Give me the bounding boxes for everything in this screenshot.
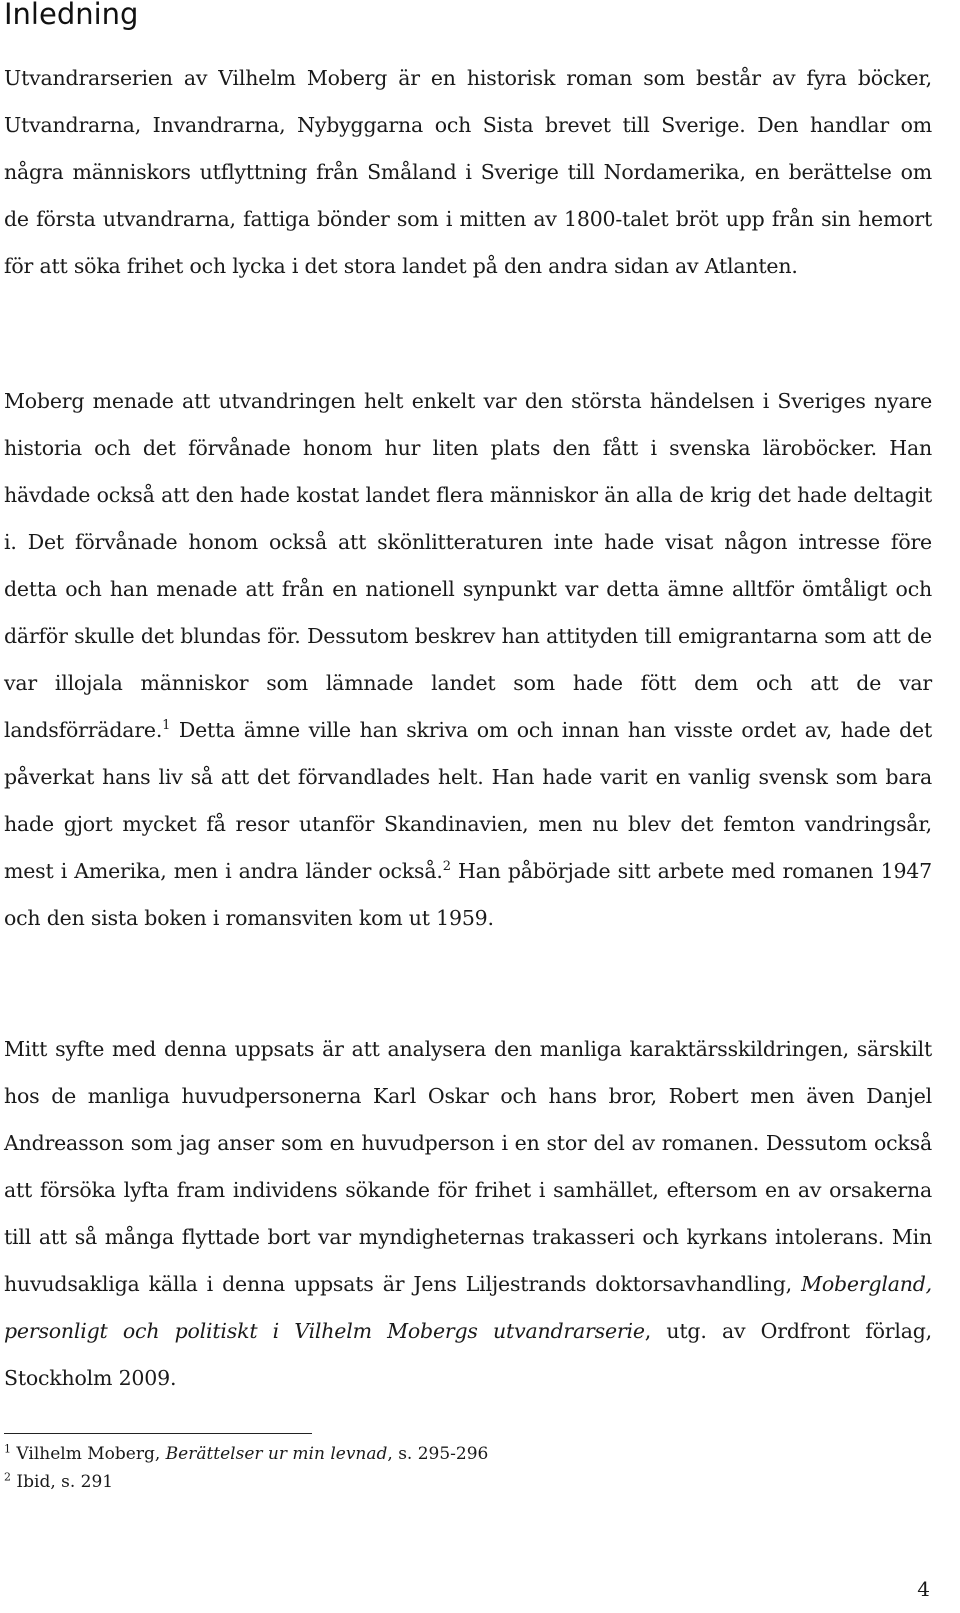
footnote-number: 2 <box>4 1470 11 1484</box>
paragraph-text: Detta ämne ville han skriva om och innan han visste ordet av, hade det påverkat hans liv så att det förvandlades helt. Han hade varit en vanlig svensk som bara hade gjort mycket få resor utanför Skandinavien, men nu blev det femton vandringsår, mest i Amerika, men i andra länder också. <box>4 718 932 883</box>
paragraph-background <box>4 378 932 942</box>
footnote-text: , s. 295-296 <box>387 1444 489 1464</box>
paragraph-text: Han påbörjade sitt arbete med romanen 1947 och den sista boken i romansviten kom ut 1959. <box>4 859 932 930</box>
paragraph-text: , utg. av Ordfront förlag, Stockholm 2009. <box>4 1319 933 1390</box>
footnote-title: Berättelser ur min levnad <box>165 1444 388 1464</box>
footnote-reference[interactable]: 1 <box>162 718 171 734</box>
paragraph-intro: Utvandrarserien av Vilhelm Moberg är en historisk roman som består av fyra böcker, Utvandrarna, Invandrarna, Nybyggarna och Sista brevet till Sverige. Den handlar om några människors utflyttning från Småland i Sverige till Nordamerika, en berättelse om de första utvandrarna, fattiga bönder som i mitten av 1800-talet bröt upp från sin hemort för att söka frihet och lycka i det stora landet på den andra sidan av Atlanten. <box>4 66 932 278</box>
paragraph-text: Moberg menade att utvandringen helt enkelt var den största händelsen i Sveriges nyare historia och det förvånade honom hur liten plats den fått i svenska läroböcker. Han hävdade också att den hade kostat landet flera människor än alla de krig det hade deltagit i. Det förvånade honom också att skönlitteraturen inte hade visat någon intresse före detta och han menade att från en nationell synpunkt var detta ämne alltför ömtåligt och därför skulle det blundas för. Dessutom beskrev han attityden till emigrantarna som att de var illojala människor som lämnade landet som hade fött dem och att de var landsförrädare. <box>4 389 932 742</box>
page-number: 4 <box>917 1577 930 1601</box>
footnote-1 <box>4 1440 904 1468</box>
paragraph-purpose <box>4 1026 932 1402</box>
footnote-text: Vilhelm Moberg, <box>16 1444 166 1464</box>
source-title: Mobergland, personligt och politiskt i Vilhelm Mobergs utvandrarserie <box>4 1272 932 1343</box>
footnote-text: Ibid, s. 291 <box>16 1472 114 1492</box>
section-heading: Inledning <box>4 0 139 31</box>
footnote-separator <box>4 1433 312 1434</box>
paragraph-text: Mitt syfte med denna uppsats är att analysera den manliga karaktärsskildringen, särskilt hos de manliga huvudpersonerna Karl Oskar och hans bror, Robert men även Danjel Andreasson som jag anser som en huvudperson i en stor del av romanen. Dessutom också att försöka lyfta fram individens sökande för frihet i samhället, eftersom en av orsakerna till att så många flyttade bort var myndigheternas trakasseri och kyrkans intolerans. Min huvudsakliga källa i denna uppsats är Jens Liljestrands doktorsavhandling, <box>4 1037 932 1296</box>
footnote-number: 1 <box>4 1442 11 1456</box>
footnotes <box>4 1440 904 1496</box>
footnote-reference[interactable]: 2 <box>442 859 451 875</box>
footnote-2 <box>4 1468 904 1496</box>
